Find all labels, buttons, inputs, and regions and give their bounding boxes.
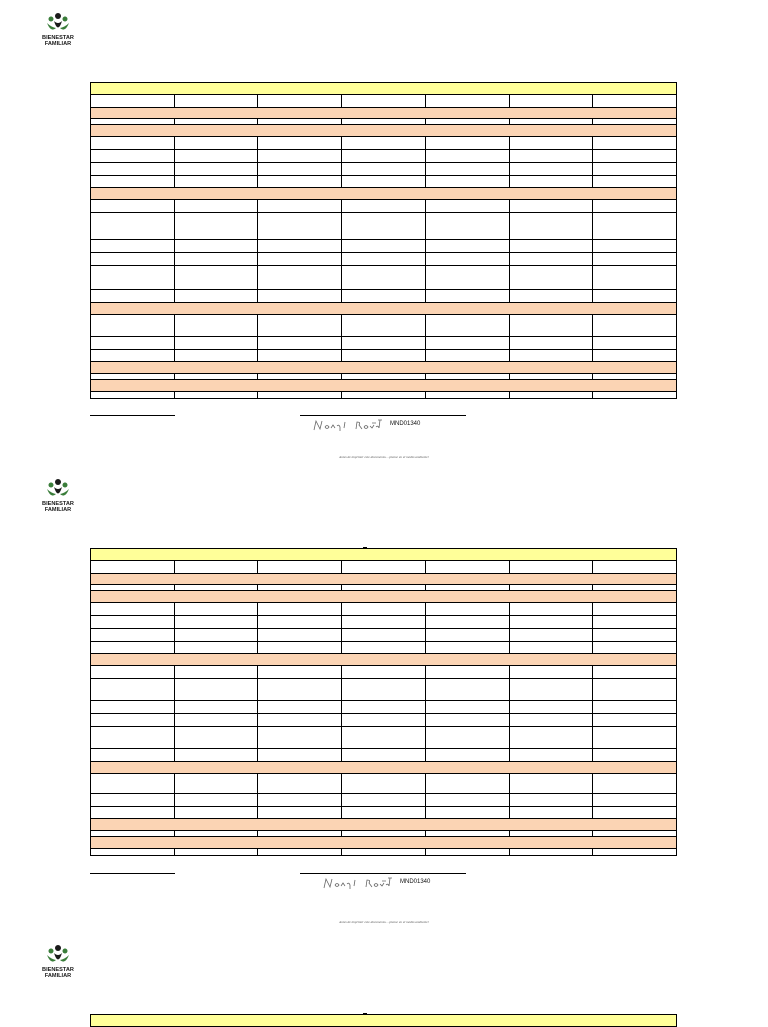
table-cell — [258, 807, 342, 819]
table-cell — [342, 849, 426, 856]
table-cell — [593, 213, 677, 240]
table-cell — [342, 176, 426, 188]
table-cell — [258, 350, 342, 362]
table-cell — [174, 392, 258, 399]
table-cell — [174, 849, 258, 856]
table-cell — [91, 95, 175, 108]
table-cell — [593, 290, 677, 303]
table-cell — [342, 337, 426, 350]
table-cell — [258, 714, 342, 727]
table-cell — [509, 253, 593, 266]
table-cell — [258, 253, 342, 266]
section-row — [91, 574, 677, 585]
signature-area-page-2 — [90, 873, 677, 903]
table-cell — [593, 95, 677, 108]
signature-line — [300, 873, 466, 874]
table-cell — [342, 603, 426, 616]
table-cell — [509, 794, 593, 807]
table-cell — [425, 253, 509, 266]
table-cell — [509, 213, 593, 240]
table-cell — [509, 561, 593, 574]
table-cell — [91, 666, 175, 679]
table-cell — [342, 807, 426, 819]
table-cell — [425, 350, 509, 362]
table-cell — [258, 679, 342, 701]
table-cell — [593, 714, 677, 727]
table-cell — [91, 240, 175, 253]
table-cell — [425, 807, 509, 819]
section-row — [91, 819, 677, 831]
table-cell — [91, 603, 175, 616]
table-cell — [258, 176, 342, 188]
table-cell — [91, 213, 175, 240]
table-cell — [342, 213, 426, 240]
section-row — [91, 654, 677, 666]
table-cell — [91, 701, 175, 714]
table-cell — [425, 701, 509, 714]
table-cell — [509, 749, 593, 762]
table-cell — [174, 714, 258, 727]
table-cell — [174, 315, 258, 337]
table-cell — [425, 603, 509, 616]
section-row — [91, 380, 677, 392]
table-cell — [174, 163, 258, 176]
signature-line — [90, 873, 175, 874]
icbf-logo — [40, 12, 80, 52]
table-cell — [509, 163, 593, 176]
table-cell — [593, 240, 677, 253]
table-cell — [91, 849, 175, 856]
table-cell — [509, 95, 593, 108]
table-cell — [342, 315, 426, 337]
table-cell — [174, 150, 258, 163]
table-cell — [174, 253, 258, 266]
table-cell — [593, 727, 677, 749]
table-cell — [593, 137, 677, 150]
table-cell — [425, 629, 509, 642]
table-cell — [593, 642, 677, 654]
icbf-logo — [40, 944, 80, 984]
table-cell — [174, 727, 258, 749]
table-cell — [425, 150, 509, 163]
table-cell — [258, 849, 342, 856]
table-cell — [258, 561, 342, 574]
table-cell — [509, 807, 593, 819]
icbf-logo — [40, 478, 80, 518]
table-cell — [425, 727, 509, 749]
form-table-page-1 — [90, 82, 677, 399]
table-cell — [258, 163, 342, 176]
table-cell — [509, 642, 593, 654]
section-row — [91, 591, 677, 603]
table-cell — [258, 392, 342, 399]
table-cell — [509, 350, 593, 362]
section-row — [91, 303, 677, 315]
table-cell — [593, 350, 677, 362]
table-cell — [425, 213, 509, 240]
table-title-row — [91, 1015, 677, 1027]
table-cell — [425, 240, 509, 253]
logo-line-1: BIENESTAR — [42, 35, 74, 41]
table-cell — [91, 337, 175, 350]
table-cell — [509, 392, 593, 399]
table-cell — [425, 794, 509, 807]
table-cell — [91, 714, 175, 727]
table-cell — [91, 561, 175, 574]
table-cell — [593, 163, 677, 176]
table-cell — [91, 290, 175, 303]
form-table-page-3 — [90, 1014, 677, 1027]
table-cell — [425, 849, 509, 856]
table-cell — [342, 701, 426, 714]
table-cell — [174, 603, 258, 616]
table-cell — [593, 666, 677, 679]
table-cell — [258, 137, 342, 150]
family-emblem-icon — [45, 478, 71, 500]
table-cell — [425, 266, 509, 290]
table-cell — [258, 774, 342, 794]
table-cell — [91, 392, 175, 399]
family-emblem-icon — [45, 12, 71, 34]
table-cell — [91, 253, 175, 266]
table-cell — [509, 315, 593, 337]
table-cell — [342, 163, 426, 176]
table-cell — [91, 150, 175, 163]
table-cell — [509, 290, 593, 303]
table-cell — [258, 727, 342, 749]
table-cell — [509, 701, 593, 714]
table-cell — [258, 95, 342, 108]
table-cell — [593, 266, 677, 290]
table-cell — [425, 290, 509, 303]
handwritten-signature — [322, 876, 394, 890]
table-cell — [593, 392, 677, 399]
signature-line — [300, 415, 466, 416]
table-cell — [425, 337, 509, 350]
table-title-row — [91, 549, 677, 561]
table-cell — [342, 642, 426, 654]
table-cell — [91, 807, 175, 819]
table-cell — [425, 679, 509, 701]
table-cell — [258, 240, 342, 253]
table-cell — [174, 95, 258, 108]
table-cell — [258, 701, 342, 714]
table-cell — [342, 350, 426, 362]
print-note: Antes de imprimir este documento… piense en el medio ambiente! — [339, 920, 429, 924]
table-cell — [342, 561, 426, 574]
table-cell — [593, 561, 677, 574]
table-cell — [342, 714, 426, 727]
table-cell — [425, 749, 509, 762]
table-cell — [509, 337, 593, 350]
form-table-page-2 — [90, 548, 677, 856]
table-cell — [258, 642, 342, 654]
table-cell — [593, 603, 677, 616]
table-cell — [91, 350, 175, 362]
table-cell — [342, 794, 426, 807]
table-cell — [593, 774, 677, 794]
table-cell — [342, 253, 426, 266]
table-cell — [509, 679, 593, 701]
table-cell — [342, 240, 426, 253]
table-cell — [342, 150, 426, 163]
table-cell — [342, 679, 426, 701]
table-cell — [342, 392, 426, 399]
document-code: MND01340 — [390, 421, 421, 427]
table-cell — [593, 749, 677, 762]
table-cell — [509, 137, 593, 150]
table-cell — [174, 794, 258, 807]
table-cell — [258, 213, 342, 240]
table-cell — [174, 337, 258, 350]
table-cell — [91, 315, 175, 337]
signature-area-page-1 — [90, 415, 677, 445]
table-cell — [342, 749, 426, 762]
table-cell — [342, 200, 426, 213]
table-cell — [258, 616, 342, 629]
table-cell — [91, 163, 175, 176]
table-cell — [425, 95, 509, 108]
table-cell — [593, 849, 677, 856]
table-cell — [593, 701, 677, 714]
table-cell — [509, 727, 593, 749]
table-cell — [425, 561, 509, 574]
table-cell — [174, 213, 258, 240]
table-cell — [593, 150, 677, 163]
table-cell — [593, 807, 677, 819]
table-cell — [91, 616, 175, 629]
table-cell — [174, 666, 258, 679]
table-cell — [174, 266, 258, 290]
table-cell — [258, 603, 342, 616]
table-cell — [425, 137, 509, 150]
table-cell — [509, 849, 593, 856]
table-cell — [425, 616, 509, 629]
table-cell — [509, 266, 593, 290]
table-cell — [342, 629, 426, 642]
table-cell — [258, 150, 342, 163]
table-cell — [91, 137, 175, 150]
table-cell — [258, 749, 342, 762]
table-cell — [91, 200, 175, 213]
signature-line — [90, 415, 175, 416]
table-cell — [258, 200, 342, 213]
table-cell — [174, 679, 258, 701]
table-cell — [509, 603, 593, 616]
table-cell — [174, 642, 258, 654]
table-cell — [174, 749, 258, 762]
table-cell — [509, 774, 593, 794]
table-cell — [425, 200, 509, 213]
table-cell — [593, 253, 677, 266]
table-cell — [258, 629, 342, 642]
table-cell — [509, 714, 593, 727]
table-cell — [258, 290, 342, 303]
table-cell — [593, 679, 677, 701]
table-cell — [174, 701, 258, 714]
table-cell — [593, 200, 677, 213]
table-cell — [174, 350, 258, 362]
table-cell — [91, 629, 175, 642]
table-cell — [258, 666, 342, 679]
logo-line-1: BIENESTAR — [42, 501, 74, 507]
table-cell — [174, 807, 258, 819]
table-cell — [509, 629, 593, 642]
table-cell — [425, 666, 509, 679]
table-cell — [342, 266, 426, 290]
table-cell — [342, 616, 426, 629]
table-cell — [425, 774, 509, 794]
table-cell — [509, 240, 593, 253]
table-cell — [174, 240, 258, 253]
document-code: MND01340 — [400, 879, 431, 885]
table-cell — [91, 774, 175, 794]
table-cell — [174, 561, 258, 574]
table-cell — [91, 176, 175, 188]
table-cell — [425, 315, 509, 337]
table-cell — [91, 266, 175, 290]
table-cell — [593, 176, 677, 188]
logo-line-2: FAMILIAR — [44, 41, 72, 47]
table-cell — [593, 315, 677, 337]
table-cell — [342, 666, 426, 679]
table-cell — [174, 137, 258, 150]
table-cell — [91, 679, 175, 701]
table-cell — [509, 150, 593, 163]
table-cell — [509, 616, 593, 629]
table-cell — [342, 774, 426, 794]
table-cell — [174, 616, 258, 629]
section-row — [91, 108, 677, 119]
table-cell — [425, 176, 509, 188]
table-cell — [509, 666, 593, 679]
table-cell — [342, 727, 426, 749]
table-cell — [425, 714, 509, 727]
table-cell — [509, 176, 593, 188]
table-cell — [593, 794, 677, 807]
table-title-row — [91, 83, 677, 95]
table-cell — [258, 266, 342, 290]
section-row — [91, 837, 677, 849]
table-cell — [593, 616, 677, 629]
table-cell — [91, 727, 175, 749]
section-row — [91, 125, 677, 137]
table-cell — [593, 629, 677, 642]
table-cell — [174, 200, 258, 213]
section-row — [91, 188, 677, 200]
table-cell — [593, 337, 677, 350]
table-cell — [258, 315, 342, 337]
section-row — [91, 762, 677, 774]
table-cell — [91, 749, 175, 762]
print-note: Antes de imprimir este documento… piense en el medio ambiente! — [339, 455, 429, 459]
table-cell — [174, 290, 258, 303]
handwritten-signature — [312, 418, 384, 432]
table-cell — [91, 642, 175, 654]
table-cell — [425, 642, 509, 654]
table-cell — [91, 794, 175, 807]
table-cell — [258, 337, 342, 350]
logo-line-1: BIENESTAR — [42, 967, 74, 973]
table-cell — [425, 163, 509, 176]
logo-line-2: FAMILIAR — [44, 507, 72, 513]
table-cell — [258, 794, 342, 807]
family-emblem-icon — [45, 944, 71, 966]
table-cell — [174, 176, 258, 188]
section-row — [91, 362, 677, 374]
table-cell — [509, 200, 593, 213]
table-cell — [342, 95, 426, 108]
table-cell — [174, 629, 258, 642]
table-cell — [342, 290, 426, 303]
table-cell — [342, 137, 426, 150]
table-cell — [174, 774, 258, 794]
logo-line-2: FAMILIAR — [44, 973, 72, 979]
table-cell — [425, 392, 509, 399]
